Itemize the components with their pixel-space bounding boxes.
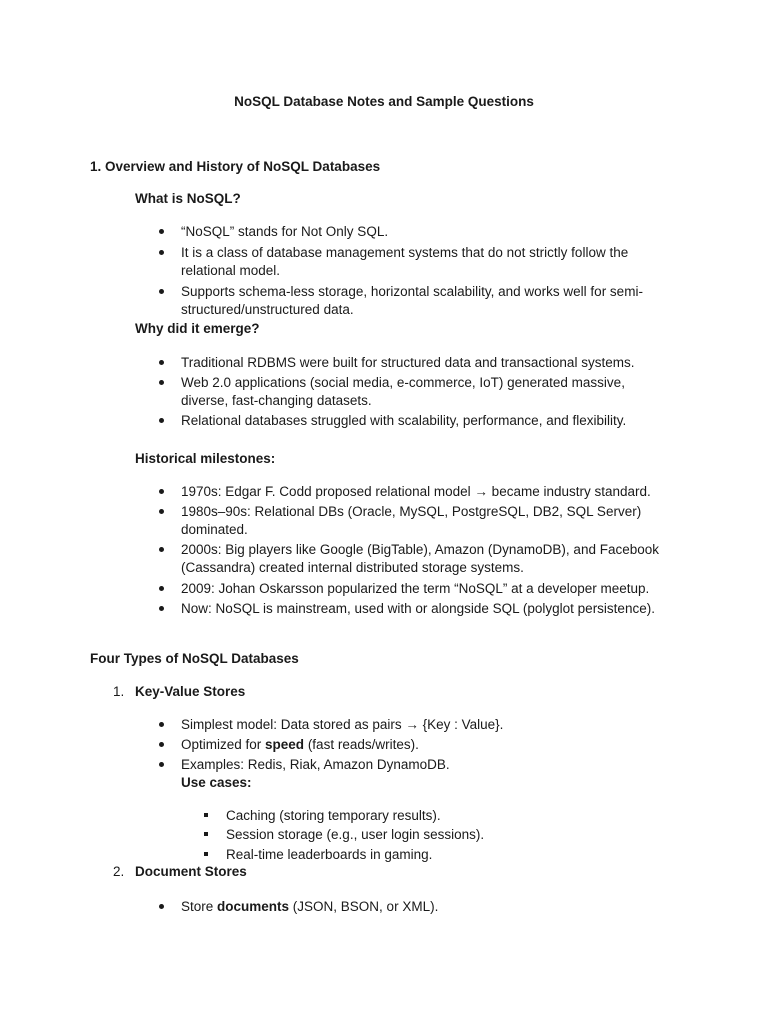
- item-text: (JSON, BSON, or XML).: [289, 899, 439, 914]
- bullet-icon: [159, 722, 164, 727]
- list-number: 1.: [113, 684, 125, 699]
- list-item: [181, 898, 741, 916]
- milestones-heading: Historical milestones:: [135, 451, 276, 466]
- bullet-icon: [159, 606, 164, 611]
- list-item: Web 2.0 applications (social media, e-commerce, IoT) generated massive, diverse, fast-changing datasets.: [181, 375, 625, 408]
- section-2-heading: Four Types of NoSQL Databases: [90, 651, 299, 666]
- bullet-icon: [159, 289, 164, 294]
- bullet-icon: [159, 229, 164, 234]
- list-item: Examples: Redis, Riak, Amazon DynamoDB.: [181, 757, 450, 772]
- bullet-icon: [159, 904, 164, 909]
- list-item: 1970s: Edgar F. Codd proposed relational model → became industry standard.: [181, 484, 651, 499]
- use-cases-label: Use cases:: [181, 775, 252, 790]
- bullet-icon: [159, 250, 164, 255]
- bullet-icon: [159, 489, 164, 494]
- sub-list-item: Caching (storing temporary results).: [226, 808, 441, 823]
- bullet-icon: [159, 547, 164, 552]
- list-item: It is a class of database management systems that do not strictly follow the relational model.: [181, 245, 629, 278]
- list-item: 1980s–90s: Relational DBs (Oracle, MySQL, PostgreSQL, DB2, SQL Server) dominated.: [181, 504, 642, 537]
- why-emerge-heading: Why did it emerge?: [135, 321, 260, 336]
- list-item: Traditional RDBMS were built for structured data and transactional systems.: [181, 355, 635, 370]
- bullet-icon: [159, 360, 164, 365]
- item-text: (fast reads/writes).: [304, 737, 419, 752]
- section-1-heading: 1. Overview and History of NoSQL Databases: [90, 159, 381, 174]
- list-item: “NoSQL” stands for Not Only SQL.: [181, 224, 389, 239]
- item-bold-text: documents: [217, 899, 290, 914]
- item-text: Store: [181, 899, 218, 914]
- bullet-icon: [159, 380, 164, 385]
- list-item: [181, 736, 741, 754]
- list-item: Relational databases struggled with scalability, performance, and flexibility.: [181, 413, 627, 428]
- what-is-nosql-heading: What is NoSQL?: [135, 191, 241, 206]
- list-item: Now: NoSQL is mainstream, used with or alongside SQL (polyglot persistence).: [181, 601, 655, 616]
- sub-list-item: Session storage (e.g., user login sessions).: [226, 827, 485, 842]
- bullet-icon: [159, 742, 164, 747]
- bullet-icon: [159, 509, 164, 514]
- item-bold-text: speed: [265, 737, 305, 752]
- bullet-icon: [159, 586, 164, 591]
- key-value-heading: Key-Value Stores: [135, 684, 246, 699]
- list-number: 2.: [113, 864, 125, 879]
- page-title: NoSQL Database Notes and Sample Questions: [234, 94, 534, 109]
- square-bullet-icon: [204, 852, 208, 856]
- list-item: Simplest model: Data stored as pairs → {Key : Value}.: [181, 717, 504, 732]
- item-text: Optimized for: [181, 737, 266, 752]
- sub-list-item: Real-time leaderboards in gaming.: [226, 847, 433, 862]
- list-item: 2000s: Big players like Google (BigTable), Amazon (DynamoDB), and Facebook (Cassandra) created internal distributed storage systems.: [181, 542, 659, 575]
- list-item: 2009: Johan Oskarsson popularized the term “NoSQL” at a developer meetup.: [181, 581, 650, 596]
- list-item: Supports schema-less storage, horizontal scalability, and works well for semi-structured/unstructured data.: [181, 284, 643, 317]
- square-bullet-icon: [204, 813, 208, 817]
- bullet-icon: [159, 418, 164, 423]
- document-stores-heading: Document Stores: [135, 864, 247, 879]
- bullet-icon: [159, 762, 164, 767]
- square-bullet-icon: [204, 832, 208, 836]
